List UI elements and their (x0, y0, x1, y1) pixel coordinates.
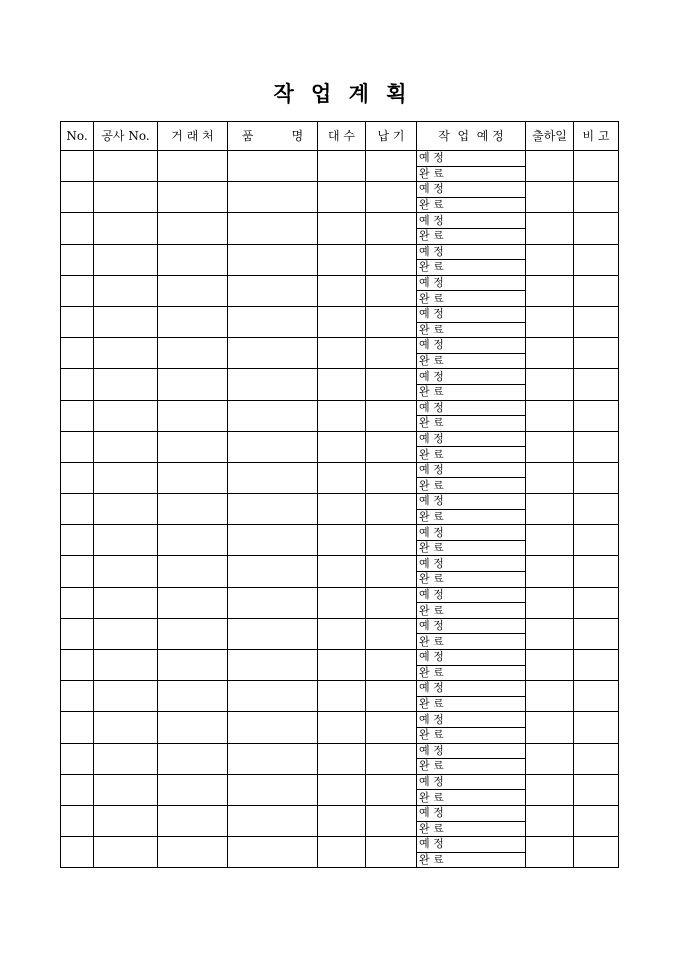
cell-remarks[interactable] (574, 338, 619, 369)
cell-item-name[interactable] (228, 306, 318, 337)
cell-client[interactable] (158, 774, 228, 805)
table-row (61, 743, 619, 759)
schedule-completed-label: 완 료 (417, 790, 526, 806)
cell-delivery-date[interactable] (366, 556, 417, 587)
cell-shipping-date[interactable] (526, 650, 574, 681)
table-row (61, 556, 619, 572)
cell-item-name[interactable] (228, 525, 318, 556)
cell-remarks[interactable] (574, 618, 619, 649)
table-row (61, 837, 619, 853)
cell-no[interactable] (61, 462, 94, 493)
cell-delivery-date[interactable] (366, 400, 417, 431)
cell-no[interactable] (61, 369, 94, 400)
cell-no[interactable] (61, 805, 94, 836)
schedule-planned-label: 예 정 (417, 400, 526, 416)
cell-shipping-date[interactable] (526, 618, 574, 649)
schedule-completed-label: 완 료 (417, 260, 526, 276)
cell-project-no[interactable] (94, 244, 158, 275)
cell-item-name[interactable] (228, 556, 318, 587)
cell-item-name[interactable] (228, 650, 318, 681)
schedule-completed-label: 완 료 (417, 540, 526, 556)
cell-project-no[interactable] (94, 805, 158, 836)
cell-project-no[interactable] (94, 650, 158, 681)
cell-no[interactable] (61, 306, 94, 337)
cell-delivery-date[interactable] (366, 213, 417, 244)
cell-delivery-date[interactable] (366, 369, 417, 400)
cell-shipping-date[interactable] (526, 681, 574, 712)
table-row (61, 213, 619, 229)
schedule-planned-label: 예 정 (417, 712, 526, 728)
header-quantity: 대 수 (318, 122, 366, 151)
header-shipping-date: 출하일 (526, 122, 574, 151)
schedule-completed-label: 완 료 (417, 821, 526, 837)
schedule-planned-label: 예 정 (417, 494, 526, 510)
header-remarks: 비 고 (574, 122, 619, 151)
table-row (61, 681, 619, 697)
cell-delivery-date[interactable] (366, 151, 417, 182)
cell-client[interactable] (158, 681, 228, 712)
cell-remarks[interactable] (574, 650, 619, 681)
cell-item-name[interactable] (228, 462, 318, 493)
cell-project-no[interactable] (94, 369, 158, 400)
table-row (61, 369, 619, 385)
cell-client[interactable] (158, 805, 228, 836)
table-row (61, 805, 619, 821)
schedule-planned-label: 예 정 (417, 805, 526, 821)
cell-no[interactable] (61, 182, 94, 213)
cell-remarks[interactable] (574, 306, 619, 337)
cell-project-no[interactable] (94, 400, 158, 431)
table-row (61, 431, 619, 447)
cell-no[interactable] (61, 837, 94, 868)
cell-quantity[interactable] (318, 213, 366, 244)
cell-project-no[interactable] (94, 494, 158, 525)
cell-no[interactable] (61, 338, 94, 369)
cell-client[interactable] (158, 244, 228, 275)
cell-shipping-date[interactable] (526, 369, 574, 400)
cell-item-name[interactable] (228, 369, 318, 400)
cell-item-name[interactable] (228, 213, 318, 244)
cell-remarks[interactable] (574, 681, 619, 712)
cell-item-name[interactable] (228, 681, 318, 712)
cell-quantity[interactable] (318, 618, 366, 649)
table-row (61, 494, 619, 510)
header-item-name: 품 명 (228, 122, 318, 151)
schedule-completed-label: 완 료 (417, 696, 526, 712)
table-row (61, 244, 619, 260)
cell-project-no[interactable] (94, 462, 158, 493)
schedule-completed-label: 완 료 (417, 197, 526, 213)
cell-item-name[interactable] (228, 182, 318, 213)
header-row (61, 122, 619, 151)
cell-shipping-date[interactable] (526, 244, 574, 275)
table-row (61, 338, 619, 354)
cell-quantity[interactable] (318, 369, 366, 400)
cell-project-no[interactable] (94, 837, 158, 868)
cell-quantity[interactable] (318, 556, 366, 587)
schedule-planned-label: 예 정 (417, 837, 526, 853)
table-row (61, 400, 619, 416)
cell-project-no[interactable] (94, 338, 158, 369)
cell-remarks[interactable] (574, 431, 619, 462)
cell-quantity[interactable] (318, 650, 366, 681)
cell-shipping-date[interactable] (526, 525, 574, 556)
schedule-planned-label: 예 정 (417, 618, 526, 634)
cell-quantity[interactable] (318, 400, 366, 431)
cell-item-name[interactable] (228, 494, 318, 525)
cell-no[interactable] (61, 650, 94, 681)
cell-delivery-date[interactable] (366, 618, 417, 649)
work-plan-table (60, 121, 619, 868)
cell-remarks[interactable] (574, 213, 619, 244)
cell-shipping-date[interactable] (526, 431, 574, 462)
cell-client[interactable] (158, 618, 228, 649)
schedule-completed-label: 완 료 (417, 447, 526, 463)
cell-remarks[interactable] (574, 244, 619, 275)
cell-delivery-date[interactable] (366, 244, 417, 275)
schedule-completed-label: 완 료 (417, 572, 526, 588)
cell-shipping-date[interactable] (526, 462, 574, 493)
cell-delivery-date[interactable] (366, 275, 417, 306)
cell-client[interactable] (158, 213, 228, 244)
cell-shipping-date[interactable] (526, 306, 574, 337)
cell-item-name[interactable] (228, 338, 318, 369)
table-body (61, 151, 619, 868)
page-title: 작 업 계 획 (273, 81, 407, 106)
cell-project-no[interactable] (94, 556, 158, 587)
cell-delivery-date[interactable] (366, 525, 417, 556)
cell-remarks[interactable] (574, 805, 619, 836)
cell-remarks[interactable] (574, 151, 619, 182)
table-row (61, 275, 619, 291)
cell-client[interactable] (158, 431, 228, 462)
schedule-planned-label: 예 정 (417, 213, 526, 229)
cell-item-name[interactable] (228, 837, 318, 868)
cell-item-name[interactable] (228, 743, 318, 774)
cell-client[interactable] (158, 556, 228, 587)
cell-delivery-date[interactable] (366, 587, 417, 618)
cell-client[interactable] (158, 494, 228, 525)
cell-shipping-date[interactable] (526, 213, 574, 244)
cell-project-no[interactable] (94, 213, 158, 244)
cell-quantity[interactable] (318, 338, 366, 369)
cell-client[interactable] (158, 275, 228, 306)
schedule-completed-label: 완 료 (417, 509, 526, 525)
schedule-planned-label: 예 정 (417, 681, 526, 697)
cell-delivery-date[interactable] (366, 837, 417, 868)
cell-no[interactable] (61, 774, 94, 805)
cell-remarks[interactable] (574, 712, 619, 743)
table-row (61, 712, 619, 728)
cell-quantity[interactable] (318, 494, 366, 525)
cell-project-no[interactable] (94, 306, 158, 337)
schedule-completed-label: 완 료 (417, 291, 526, 307)
schedule-completed-label: 완 료 (417, 727, 526, 743)
cell-client[interactable] (158, 837, 228, 868)
schedule-planned-label: 예 정 (417, 525, 526, 541)
table-row (61, 151, 619, 167)
cell-client[interactable] (158, 151, 228, 182)
cell-remarks[interactable] (574, 743, 619, 774)
cell-client[interactable] (158, 369, 228, 400)
cell-shipping-date[interactable] (526, 587, 574, 618)
schedule-planned-label: 예 정 (417, 306, 526, 322)
cell-shipping-date[interactable] (526, 338, 574, 369)
cell-no[interactable] (61, 400, 94, 431)
cell-shipping-date[interactable] (526, 556, 574, 587)
header-project-no: 공사 No. (94, 122, 158, 151)
cell-quantity[interactable] (318, 712, 366, 743)
cell-remarks[interactable] (574, 556, 619, 587)
schedule-planned-label: 예 정 (417, 244, 526, 260)
cell-project-no[interactable] (94, 525, 158, 556)
cell-delivery-date[interactable] (366, 306, 417, 337)
cell-quantity[interactable] (318, 681, 366, 712)
schedule-planned-label: 예 정 (417, 338, 526, 354)
schedule-planned-label: 예 정 (417, 275, 526, 291)
cell-item-name[interactable] (228, 774, 318, 805)
cell-no[interactable] (61, 431, 94, 462)
cell-remarks[interactable] (574, 525, 619, 556)
table-row (61, 774, 619, 790)
cell-item-name[interactable] (228, 275, 318, 306)
cell-no[interactable] (61, 213, 94, 244)
schedule-planned-label: 예 정 (417, 743, 526, 759)
cell-shipping-date[interactable] (526, 400, 574, 431)
cell-quantity[interactable] (318, 306, 366, 337)
schedule-planned-label: 예 정 (417, 431, 526, 447)
cell-client[interactable] (158, 338, 228, 369)
table-row (61, 650, 619, 666)
cell-project-no[interactable] (94, 681, 158, 712)
cell-shipping-date[interactable] (526, 151, 574, 182)
cell-client[interactable] (158, 587, 228, 618)
cell-project-no[interactable] (94, 743, 158, 774)
cell-shipping-date[interactable] (526, 774, 574, 805)
cell-remarks[interactable] (574, 275, 619, 306)
header-no: No. (61, 122, 94, 151)
cell-project-no[interactable] (94, 431, 158, 462)
cell-no[interactable] (61, 244, 94, 275)
cell-shipping-date[interactable] (526, 805, 574, 836)
cell-shipping-date[interactable] (526, 712, 574, 743)
cell-no[interactable] (61, 618, 94, 649)
schedule-completed-label: 완 료 (417, 166, 526, 182)
table-row (61, 306, 619, 322)
cell-quantity[interactable] (318, 743, 366, 774)
cell-project-no[interactable] (94, 774, 158, 805)
cell-quantity[interactable] (318, 774, 366, 805)
cell-delivery-date[interactable] (366, 462, 417, 493)
cell-item-name[interactable] (228, 618, 318, 649)
cell-shipping-date[interactable] (526, 494, 574, 525)
schedule-planned-label: 예 정 (417, 182, 526, 198)
cell-item-name[interactable] (228, 431, 318, 462)
cell-item-name[interactable] (228, 400, 318, 431)
cell-shipping-date[interactable] (526, 275, 574, 306)
schedule-completed-label: 완 료 (417, 384, 526, 400)
schedule-completed-label: 완 료 (417, 852, 526, 868)
schedule-planned-label: 예 정 (417, 462, 526, 478)
cell-quantity[interactable] (318, 431, 366, 462)
table-row (61, 525, 619, 541)
schedule-completed-label: 완 료 (417, 603, 526, 619)
cell-project-no[interactable] (94, 587, 158, 618)
cell-quantity[interactable] (318, 151, 366, 182)
cell-delivery-date[interactable] (366, 681, 417, 712)
schedule-completed-label: 완 료 (417, 353, 526, 369)
cell-remarks[interactable] (574, 587, 619, 618)
table-row (61, 462, 619, 478)
cell-remarks[interactable] (574, 774, 619, 805)
cell-no[interactable] (61, 712, 94, 743)
cell-remarks[interactable] (574, 369, 619, 400)
cell-remarks[interactable] (574, 494, 619, 525)
schedule-completed-label: 완 료 (417, 634, 526, 650)
cell-item-name[interactable] (228, 587, 318, 618)
header-work-schedule: 작 업 예 정 (417, 122, 526, 151)
schedule-completed-label: 완 료 (417, 665, 526, 681)
schedule-completed-label: 완 료 (417, 416, 526, 432)
schedule-completed-label: 완 료 (417, 759, 526, 775)
cell-client[interactable] (158, 743, 228, 774)
cell-delivery-date[interactable] (366, 650, 417, 681)
cell-client[interactable] (158, 462, 228, 493)
cell-delivery-date[interactable] (366, 805, 417, 836)
cell-quantity[interactable] (318, 525, 366, 556)
cell-shipping-date[interactable] (526, 743, 574, 774)
cell-item-name[interactable] (228, 805, 318, 836)
cell-quantity[interactable] (318, 587, 366, 618)
cell-delivery-date[interactable] (366, 338, 417, 369)
cell-remarks[interactable] (574, 400, 619, 431)
cell-delivery-date[interactable] (366, 774, 417, 805)
cell-project-no[interactable] (94, 182, 158, 213)
cell-client[interactable] (158, 712, 228, 743)
cell-no[interactable] (61, 275, 94, 306)
header-client: 거 래 처 (158, 122, 228, 151)
cell-remarks[interactable] (574, 837, 619, 868)
cell-quantity[interactable] (318, 462, 366, 493)
cell-no[interactable] (61, 743, 94, 774)
cell-remarks[interactable] (574, 462, 619, 493)
cell-project-no[interactable] (94, 712, 158, 743)
cell-shipping-date[interactable] (526, 837, 574, 868)
cell-no[interactable] (61, 556, 94, 587)
cell-no[interactable] (61, 494, 94, 525)
cell-quantity[interactable] (318, 275, 366, 306)
table-row (61, 618, 619, 634)
cell-delivery-date[interactable] (366, 712, 417, 743)
cell-client[interactable] (158, 400, 228, 431)
cell-delivery-date[interactable] (366, 182, 417, 213)
schedule-completed-label: 완 료 (417, 322, 526, 338)
cell-delivery-date[interactable] (366, 743, 417, 774)
cell-no[interactable] (61, 587, 94, 618)
cell-no[interactable] (61, 525, 94, 556)
cell-client[interactable] (158, 182, 228, 213)
schedule-planned-label: 예 정 (417, 556, 526, 572)
cell-item-name[interactable] (228, 244, 318, 275)
schedule-planned-label: 예 정 (417, 650, 526, 666)
cell-item-name[interactable] (228, 151, 318, 182)
cell-remarks[interactable] (574, 182, 619, 213)
cell-quantity[interactable] (318, 244, 366, 275)
schedule-planned-label: 예 정 (417, 369, 526, 385)
cell-no[interactable] (61, 681, 94, 712)
cell-client[interactable] (158, 306, 228, 337)
cell-delivery-date[interactable] (366, 431, 417, 462)
schedule-completed-label: 완 료 (417, 228, 526, 244)
schedule-planned-label: 예 정 (417, 587, 526, 603)
cell-no[interactable] (61, 151, 94, 182)
schedule-planned-label: 예 정 (417, 151, 526, 167)
cell-delivery-date[interactable] (366, 494, 417, 525)
schedule-completed-label: 완 료 (417, 478, 526, 494)
cell-client[interactable] (158, 525, 228, 556)
cell-quantity[interactable] (318, 837, 366, 868)
table-row (61, 587, 619, 603)
cell-project-no[interactable] (94, 275, 158, 306)
cell-project-no[interactable] (94, 618, 158, 649)
cell-quantity[interactable] (318, 182, 366, 213)
schedule-planned-label: 예 정 (417, 774, 526, 790)
cell-client[interactable] (158, 650, 228, 681)
cell-project-no[interactable] (94, 151, 158, 182)
header-delivery-date: 납 기 (366, 122, 417, 151)
cell-quantity[interactable] (318, 805, 366, 836)
cell-shipping-date[interactable] (526, 182, 574, 213)
cell-item-name[interactable] (228, 712, 318, 743)
table-row (61, 182, 619, 198)
